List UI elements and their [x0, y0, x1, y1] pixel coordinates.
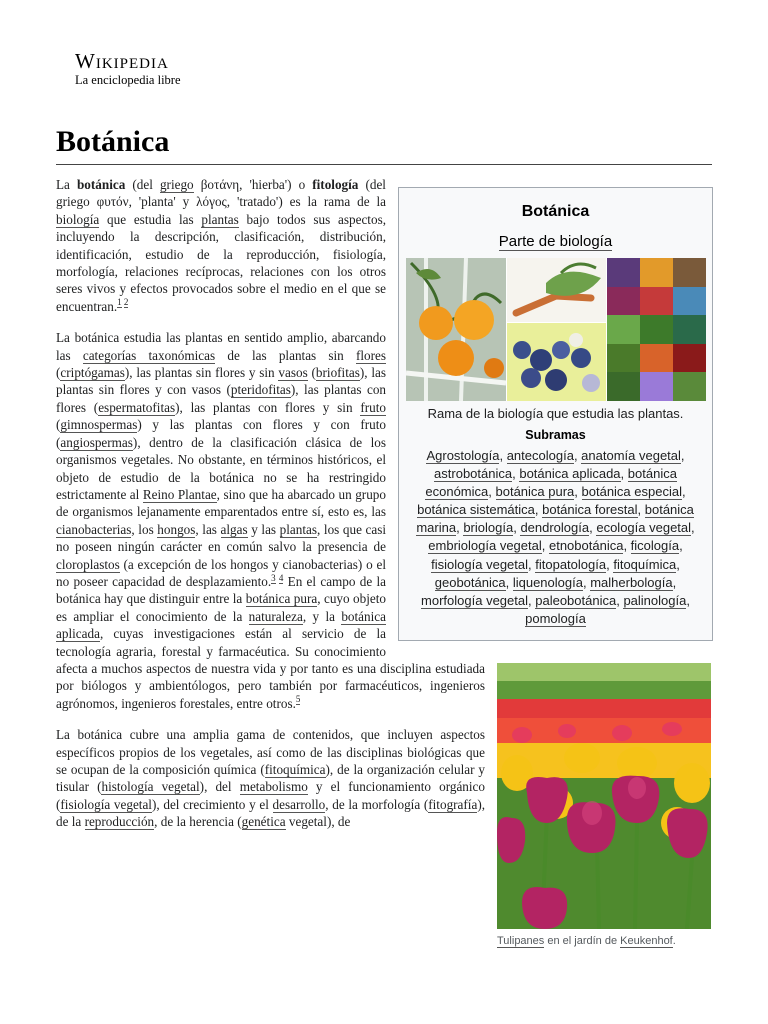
reference-link[interactable]: 5 — [295, 694, 301, 705]
paragraph-text: , las — [195, 521, 221, 537]
wiki-link[interactable]: genética — [241, 814, 286, 830]
reference-link[interactable]: 2 — [123, 297, 129, 308]
page-title: Botánica — [56, 125, 170, 158]
paragraph-text: ), del — [199, 779, 240, 795]
logo-tagline: La enciclopedia libre — [75, 73, 181, 87]
subramas-heading: Subramas — [525, 428, 586, 442]
paragraph-text: La botánica cubre una amplia gama de contenidos, que incluyen aspectos específicos propios de los vegetales, así como de las disciplinas biológicas que se ocupan de la composición química ( — [56, 727, 485, 777]
wiki-link[interactable]: vasos — [278, 365, 308, 381]
infobox — [398, 187, 713, 641]
infobox-subtitle: Parte de biología — [498, 233, 613, 250]
wiki-link[interactable]: desarrollo — [272, 796, 326, 812]
wiki-link[interactable]: fitografía — [428, 796, 478, 812]
paragraph-text: ), las plantas sin flores y sin — [124, 365, 279, 381]
paragraph-text: ), dentro de la clasificación clásica de los organismos vegetales. No obstante, en términos históricos, el objeto de estudio de la botánica no se ha restringido estrictamente al — [56, 434, 386, 502]
wiki-link[interactable]: pteridofitas — [230, 382, 291, 398]
wiki-link[interactable]: botánica aplicada — [56, 608, 386, 642]
logo-wordmark: Wikipedia — [75, 49, 169, 73]
wiki-link[interactable]: fisiología vegetal — [60, 796, 152, 812]
wiki-link[interactable]: metabolismo — [239, 779, 308, 795]
subrama-link[interactable]: pomología — [525, 610, 586, 626]
wikipedia-logo[interactable] — [75, 50, 181, 87]
subrama-link[interactable]: paleobotánica — [535, 592, 617, 608]
paragraph-text: bajo todos sus aspectos, incluyendo la descripción, clasificación, distribución, identificación, estudio de la reproducción, fisiología, morfología, relaciones recíprocas, relaciones con los otros seres vivos y efectos provocados sobre el medio en el que se encuentran. — [56, 211, 386, 314]
wiki-link[interactable]: espermatofitas — [98, 399, 176, 415]
paragraph-text: La — [56, 177, 77, 192]
wiki-link[interactable]: fitoquímica — [264, 762, 326, 777]
wiki-link[interactable]: fruto — [360, 399, 386, 415]
wiki-link[interactable]: angiospermas — [60, 434, 133, 450]
subrama-link[interactable]: Agrostología — [426, 448, 500, 463]
figure-caption-link-keukenhof[interactable]: Keukenhof — [620, 935, 673, 947]
wiki-link[interactable]: griego — [159, 177, 194, 192]
subrama-link[interactable]: ecología vegetal — [596, 520, 692, 536]
paragraph-text: ), de la organización celular y tisular ( — [56, 762, 486, 795]
bold-term: fitología — [312, 177, 359, 192]
paragraph-text: En el campo de la botánica hay que distinguir entre la — [56, 573, 386, 607]
wiki-link[interactable]: hongos — [157, 521, 196, 537]
paragraph-text: ), las plantas con flores ( — [56, 382, 387, 415]
subrama-link[interactable]: botánica marina — [416, 502, 694, 536]
reference-link[interactable]: 3 — [271, 572, 276, 583]
reference-link[interactable]: 4 — [278, 572, 284, 583]
subrama-link[interactable]: botánica aplicada — [519, 466, 621, 482]
subrama-link[interactable]: fisiología vegetal — [431, 556, 529, 572]
paragraph-text: , de la morfología ( — [325, 796, 429, 812]
reference-link[interactable]: 1 — [117, 297, 122, 308]
subrama-link[interactable]: ficología — [630, 538, 680, 554]
infobox-title: Botánica — [521, 203, 590, 220]
wiki-link[interactable]: algas — [220, 521, 248, 537]
paragraph-text: (a excepción de los hongos y cianobacterias) o el no poseer capacidad de desplazamiento. — [56, 556, 386, 589]
wiki-link[interactable]: briofitas — [315, 365, 360, 381]
subrama-link[interactable]: botánica sistemática — [417, 502, 535, 518]
subrama-link[interactable]: liquenología — [512, 574, 583, 590]
bold-term: botánica — [76, 177, 126, 192]
subrama-link[interactable]: antecología — [506, 448, 574, 463]
subrama-link[interactable]: botánica pura — [495, 484, 575, 500]
paragraph-text: ( — [56, 417, 61, 433]
figure-caption-link-tulipanes[interactable]: Tulipanes — [497, 935, 545, 947]
paragraph-text: ), las plantas con flores y sin — [175, 399, 361, 415]
paragraph-text: y el funcionamiento orgánico ( — [56, 779, 486, 812]
subrama-link[interactable]: fitoquímica — [613, 556, 677, 572]
wiki-link[interactable]: Reino Plantae — [142, 486, 217, 502]
tulips-figure — [497, 663, 713, 950]
paragraph-text: y las — [247, 521, 280, 537]
paragraph-text: ), de la — [56, 796, 486, 830]
paragraph-text: , los que casi no poseen ningún carácter en común salvo la presencia de — [56, 521, 387, 555]
wiki-link[interactable]: naturaleza — [248, 608, 303, 624]
subrama-link[interactable]: palinología — [623, 592, 687, 608]
paragraph-text: (del — [125, 177, 160, 192]
wiki-link[interactable]: botánica pura — [245, 591, 318, 607]
subrama-link[interactable]: astrobotánica — [434, 466, 513, 482]
wiki-link[interactable]: plantas — [279, 521, 318, 537]
wiki-link[interactable]: cloroplastos — [56, 556, 120, 572]
subrama-link[interactable]: botánica forestal — [542, 502, 638, 518]
paragraph-text: , y la — [302, 608, 342, 624]
subrama-link[interactable]: botánica económica — [425, 466, 677, 500]
subrama-link[interactable]: botánica especial — [581, 484, 682, 500]
paragraph-text: ( — [56, 365, 61, 381]
subrama-link[interactable]: geobotánica — [434, 574, 506, 590]
wiki-link[interactable]: criptógamas — [60, 365, 125, 381]
title-divider — [56, 164, 712, 165]
plants-mosaic-image[interactable] — [406, 258, 706, 401]
subrama-link[interactable]: morfología vegetal — [421, 592, 528, 608]
paragraph-text: , los — [131, 521, 158, 537]
paragraph-text: ), las plantas sin flores y con vasos ( — [56, 365, 386, 398]
subrama-link[interactable]: embriología vegetal — [428, 538, 542, 554]
paragraph-text: ( — [307, 365, 316, 381]
paragraph-text: , cuyas investigaciones están al servicio de la tecnología agraria, forestal y farmacéutica. Su conocimiento afecta a muchos aspectos de nuestra vida y por tanto es una disciplina estudiada por biólogos y ambientólogos, pero también por farmacéuticos, ingenieros agrónomos, ingenieros forestales, entre otros. — [56, 626, 485, 711]
paragraph-text: βοτάνη, 'hierba') o — [193, 177, 313, 192]
subrama-link[interactable]: fitopatología — [535, 556, 607, 572]
paragraph-text: , sino que ha abarcado un grupo de organismos lejanamente emparentados entre sí, esto es, las — [56, 486, 386, 520]
paragraph-text: que estudia las — [99, 211, 202, 227]
paragraph-text: vegetal), de — [285, 814, 351, 830]
figure-caption: Tulipanes en el jardín de Keukenhof. — [497, 935, 676, 947]
paragraph-text: (del griego φυτόν, 'planta' y λόγος, 'tratado') es la rama de la — [56, 177, 386, 210]
subrama-link[interactable]: dendrología — [520, 520, 590, 536]
wiki-link[interactable]: flores — [355, 347, 386, 363]
wiki-link[interactable]: categorías taxonómicas — [82, 347, 216, 363]
paragraph-text: ), del crecimiento y el — [151, 796, 273, 812]
article-body — [56, 176, 713, 950]
subrama-link[interactable]: briología — [463, 520, 514, 536]
subrama-link[interactable]: etnobotánica — [548, 538, 624, 554]
paragraph-text: ) y las plantas con flores y con fruto ( — [56, 417, 386, 450]
paragraph-text: de las plantas sin — [215, 347, 356, 363]
wiki-link[interactable]: biología — [56, 211, 100, 227]
subrama-link[interactable]: malherbología — [590, 574, 673, 590]
wiki-link[interactable]: gimnospermas — [60, 417, 138, 433]
wiki-link[interactable]: histología vegetal — [101, 779, 200, 795]
subrama-link[interactable]: anatomía vegetal — [581, 448, 681, 463]
subramas-list: Agrostología, antecología, anatomía vegetal, astrobotánica, botánica aplicada, botánica económica, botánica pura, botánica especial, botánica sistemática, botánica forestal, botánica marina, briología, dendrología, ecología vegetal, embriología vegetal, etnobotánica, ficología, fisiología vegetal, fitopatología, fitoquímica, geobotánica, liquenología, malherbología, morfología vegetal, paleobotánica, palinología, pomología — [416, 448, 695, 626]
wiki-link[interactable]: reproducción — [84, 814, 155, 830]
paragraph-text: La botánica estudia las plantas en sentido amplio, abarcando las — [56, 330, 386, 363]
wiki-link[interactable]: plantas — [201, 211, 239, 227]
tulips-photo[interactable] — [497, 663, 711, 929]
paragraph-text: , cuyo objeto es ampliar el conocimiento de la — [56, 591, 386, 624]
paragraph-text: , de la herencia ( — [154, 814, 242, 830]
wiki-link[interactable]: cianobacterias — [56, 521, 132, 537]
infobox-caption: Rama de la biología que estudia las plantas. — [427, 406, 684, 421]
